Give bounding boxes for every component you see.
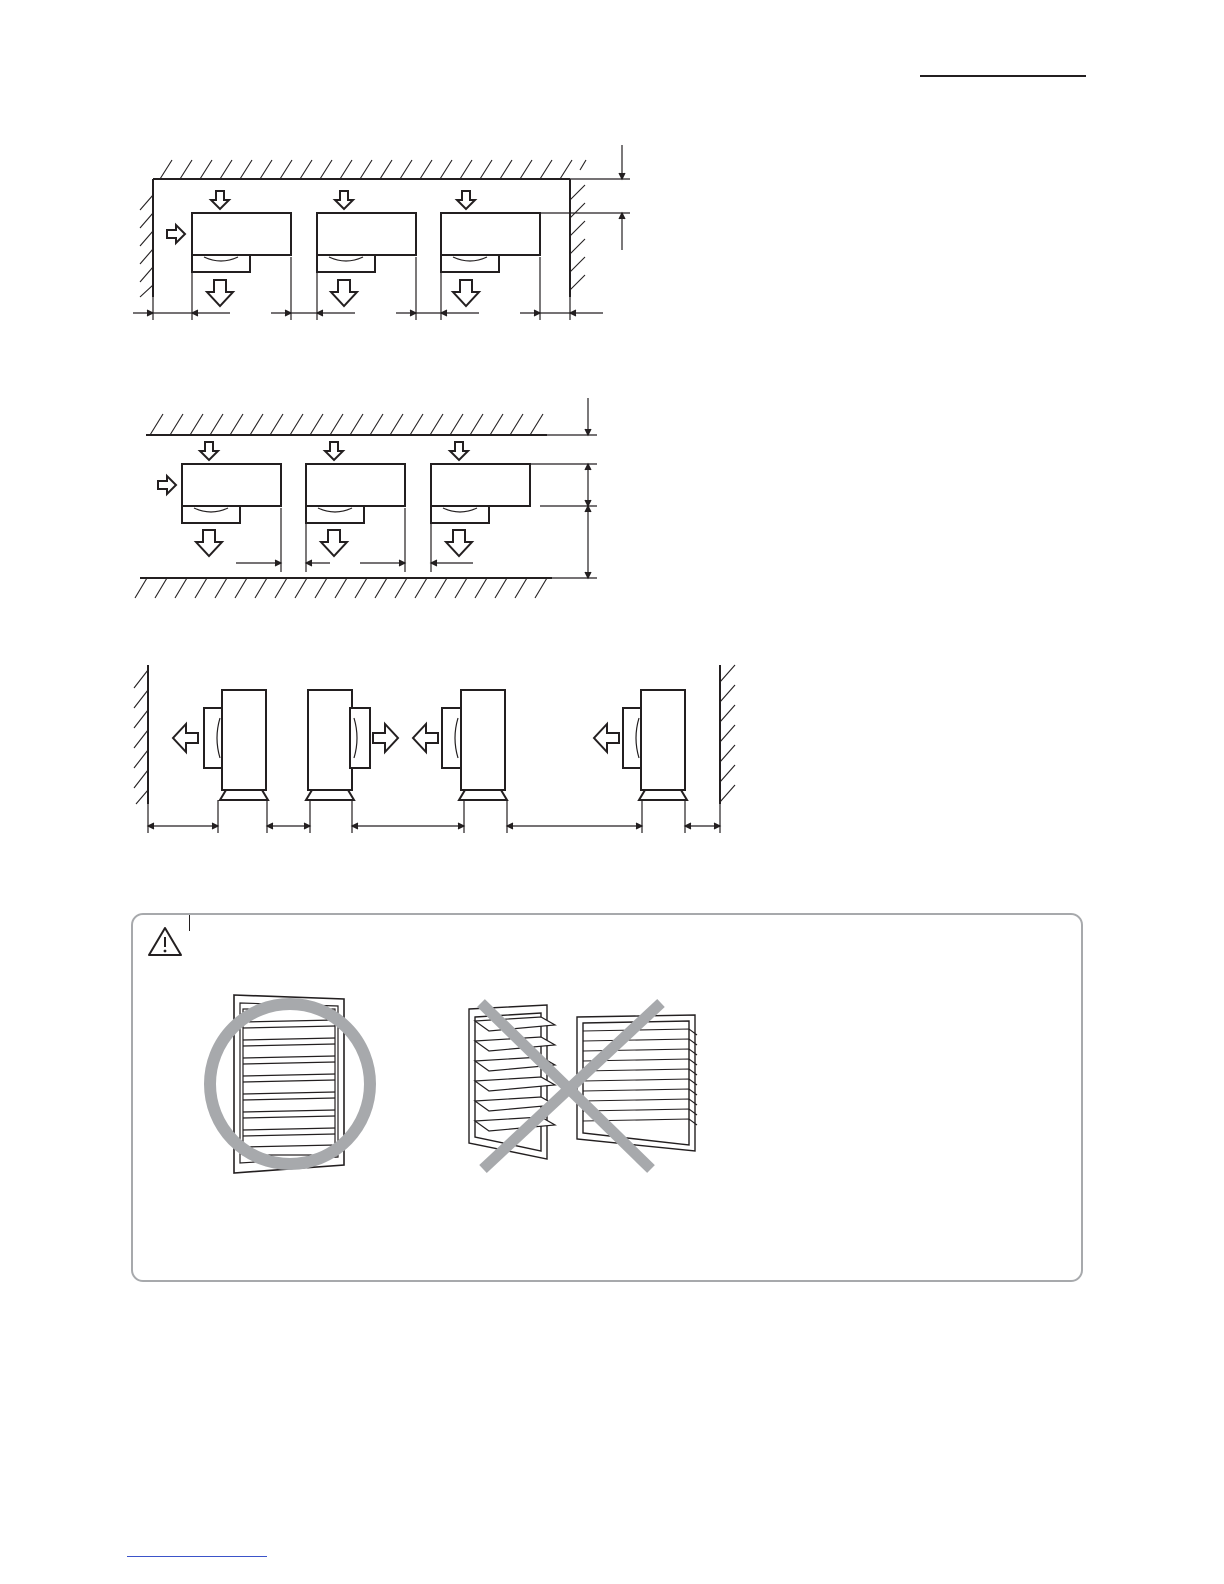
warning-triangle-icon xyxy=(144,925,190,957)
caution-divider xyxy=(189,915,190,931)
louver-closed-illustration xyxy=(459,991,709,1181)
caution-panel xyxy=(131,913,1083,1282)
footer-link-underline[interactable] xyxy=(127,1556,267,1557)
louver-open-illustration xyxy=(199,987,389,1177)
figure-1-walled-layout xyxy=(133,145,630,320)
figure-3-side-view xyxy=(134,665,735,833)
figure-2-two-row-layout xyxy=(135,398,597,598)
